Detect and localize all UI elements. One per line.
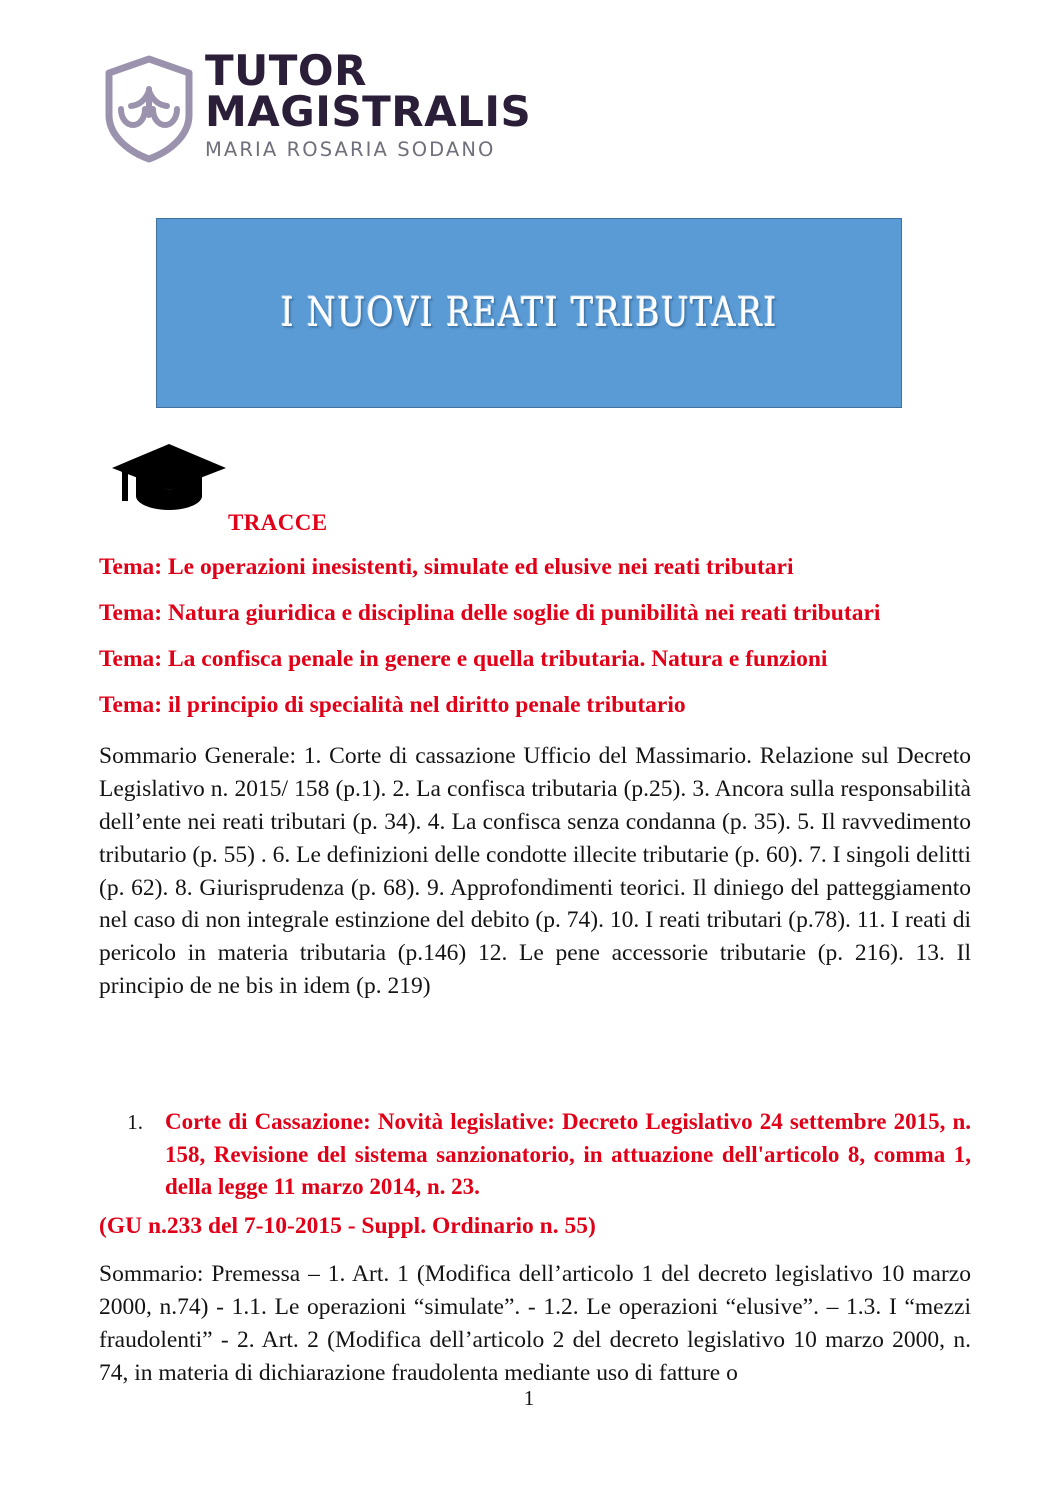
- numbered-list: [99, 1106, 971, 1204]
- tracce-item-4: Tema: il principio di specialità nel diritto penale tributario: [99, 692, 686, 718]
- tracce-item-3: Tema: La confisca penale in genere e quella tributaria. Natura e funzioni: [99, 646, 828, 672]
- sommario-paragraph: Sommario: Premessa – 1. Art. 1 (Modifica dell’articolo 1 del decreto legislativo 10 marzo 2000, n.74) - 1.1. Le operazioni “simulate”. - 1.2. Le operazioni “elusive”. – 1.3. I “mezzi fraudolenti” - 2. Art. 2 (Modifica dell’articolo 2 del decreto legislativo 10 marzo 2000, n. 74, in materia di dichiarazione fraudolenta mediante uso di fatture o: [99, 1261, 971, 1386]
- document-title: I NUOVI REATI TRIBUTARI: [280, 290, 778, 336]
- tracce-item-1: Tema: Le operazioni inesistenti, simulate ed elusive nei reati tributari: [99, 554, 794, 580]
- list-item-marker: 1.: [127, 1110, 143, 1134]
- list-item: [99, 1106, 971, 1204]
- brand-logo: [101, 48, 531, 165]
- graduation-cap-icon: [108, 440, 230, 512]
- shield-scales-icon: [101, 53, 197, 165]
- brand-line-magistralis: MAGISTRALIS: [205, 87, 532, 137]
- tracce-list: [99, 556, 971, 740]
- sommario-generale-paragraph: Sommario Generale: 1. Corte di cassazione Ufficio del Massimario. Relazione sul Decreto Legislativo n. 2015/ 158 (p.1). 2. La confisca tributaria (p.25). 3. Ancora sulla responsabilità dell’ente nei reati tributari (p. 34). 4. La confisca senza condanna (p. 35). 5. Il ravvedimento tributario (p. 55) . 6. Le definizioni delle condotte illecite tributarie (p. 60). 7. I singoli delitti (p. 62). 8. Giurisprudenza (p. 68). 9. Approfondimenti teorici. Il diniego del patteggiamento nel caso di non integrale estinzione del debito (p. 74). 10. I reati tributari (p.78). 11. I reati di pericolo in materia tributaria (p.146) 12. Le pene accessorie tributarie (p. 216). 13. Il principio de ne bis in idem (p. 219): [99, 743, 971, 1000]
- brand-line-tutor: TUTOR: [205, 46, 367, 95]
- title-banner: [156, 218, 902, 408]
- list-item-text: Corte di Cassazione: Novità legislative: Decreto Legislativo 24 settembre 2015, n. 158, Revisione del sistema sanzionatorio, in attuazione dell'articolo 8, comma 1, della legge 11 marzo 2014, n. 23.: [165, 1109, 971, 1200]
- tracce-item-2: Tema: Natura giuridica e disciplina delle soglie di punibilità nei reati tributari: [99, 600, 881, 626]
- tracce-heading: TRACCE: [228, 510, 328, 535]
- brand-subtitle: MARIA ROSARIA SODANO: [205, 138, 496, 162]
- page-number: 1: [523, 1386, 535, 1410]
- gazzetta-ufficiale-reference: (GU n.233 del 7-10-2015 - Suppl. Ordinario n. 55): [99, 1213, 596, 1239]
- brand-wordmark: [205, 48, 531, 161]
